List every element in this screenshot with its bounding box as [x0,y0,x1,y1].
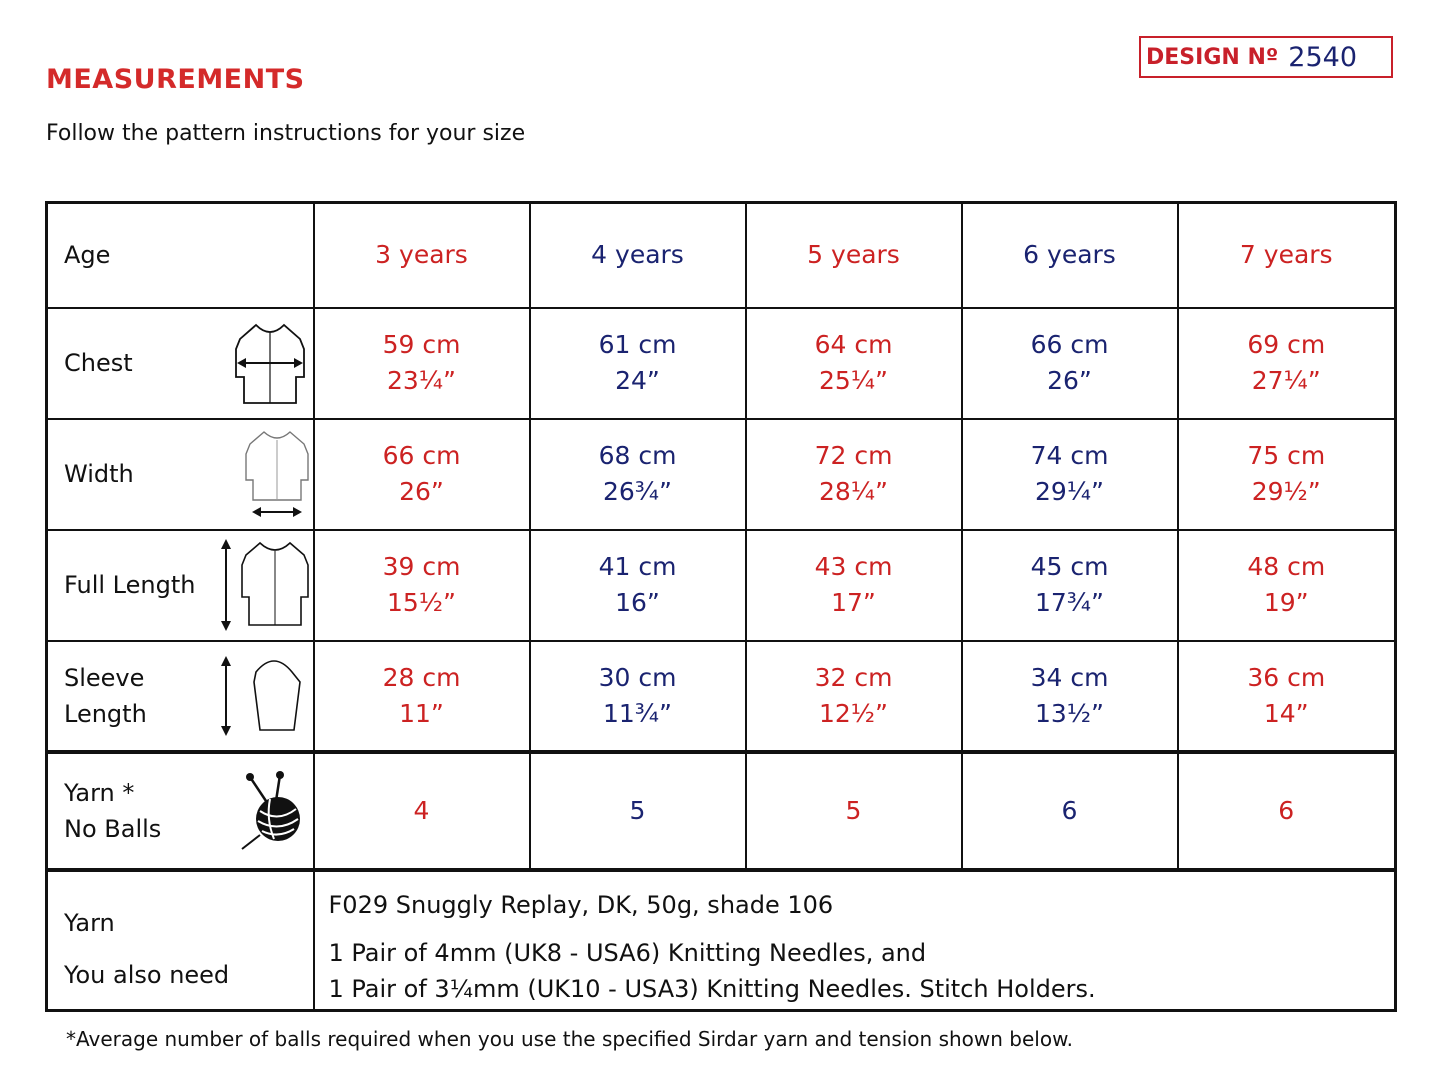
measurement-cell: 59 cm 23¼” [314,308,530,419]
row-header-sleeve-length [47,641,314,752]
design-number-box [1139,36,1393,78]
size-header: 3 years [314,203,530,308]
yarn-ball-needles-icon [240,771,306,851]
width-row [47,419,1396,530]
row-label: Yarn * No Balls [64,778,162,843]
info-values-cell [314,870,1396,1011]
measurement-cell: 32 cm 12½” [746,641,962,752]
full-length-row [47,530,1396,641]
yarn-info-row [47,870,1396,1011]
measurement-cell: 64 cm 25¼” [746,308,962,419]
row-label: Sleeve Length [64,663,147,728]
row-header-chest [47,308,314,419]
cardigan-width-icon [244,428,310,520]
measurement-cell: 61 cm 24” [530,308,746,419]
row-label: Full Length [64,571,196,599]
yarn-balls-cell: 6 [1178,752,1396,870]
measurement-cell: 45 cm 17¾” [962,530,1178,641]
also-need-label: You also need [64,961,230,990]
row-header-yarn-balls [47,752,314,870]
row-header-width [47,419,314,530]
yarn-balls-cell: 6 [962,752,1178,870]
measurement-cell: 72 cm 28¼” [746,419,962,530]
yarn-value: F029 Snuggly Replay, DK, 50g, shade 106 [328,890,834,919]
measurement-cell: 41 cm 16” [530,530,746,641]
size-header: 4 years [530,203,746,308]
row-label: Width [64,460,134,488]
yarn-balls-row [47,752,1396,870]
measurement-cell: 74 cm 29¼” [962,419,1178,530]
needles-line-1: 1 Pair of 4mm (UK8 - USA6) Knitting Needles, and [328,938,927,967]
chest-row [47,308,1396,419]
footnote: *Average number of balls required when you use the specified Sirdar yarn and tension shown below. [66,1027,1073,1051]
measurement-cell: 43 cm 17” [746,530,962,641]
yarn-balls-cell: 5 [746,752,962,870]
measurement-cell: 36 cm 14” [1178,641,1396,752]
measurement-cell: 68 cm 26¾” [530,419,746,530]
design-number: 2540 [1288,41,1357,73]
info-labels-cell [47,870,314,1011]
row-label: Chest [64,349,133,377]
page-subheading: Follow the pattern instructions for your size [46,121,526,146]
measurement-cell: 34 cm 13½” [962,641,1178,752]
row-header-age [47,203,314,308]
measurement-cell: 66 cm 26” [962,308,1178,419]
measurements-table [45,201,1397,1012]
cardigan-chest-icon [234,319,306,407]
page-heading: MEASUREMENTS [46,64,305,95]
yarn-label: Yarn [64,909,115,938]
sleeve-length-row [47,641,1396,752]
yarn-balls-cell: 5 [530,752,746,870]
yarn-balls-cell: 4 [314,752,530,870]
row-label: Age [64,241,111,270]
sleeve-length-icon [214,654,302,738]
cardigan-length-icon [214,537,310,633]
needles-line-2: 1 Pair of 3¼mm (UK10 - USA3) Knitting Needles. Stitch Holders. [328,974,1096,1003]
measurement-cell: 75 cm 29½” [1178,419,1396,530]
measurement-cell: 30 cm 11¾” [530,641,746,752]
size-header: 6 years [962,203,1178,308]
age-row [47,203,1396,308]
size-header: 5 years [746,203,962,308]
size-header: 7 years [1178,203,1396,308]
measurement-cell: 39 cm 15½” [314,530,530,641]
measurement-cell: 66 cm 26” [314,419,530,530]
measurement-cell: 48 cm 19” [1178,530,1396,641]
row-header-full-length [47,530,314,641]
design-label: DESIGN Nº [1146,44,1279,70]
measurement-cell: 69 cm 27¼” [1178,308,1396,419]
measurement-cell: 28 cm 11” [314,641,530,752]
